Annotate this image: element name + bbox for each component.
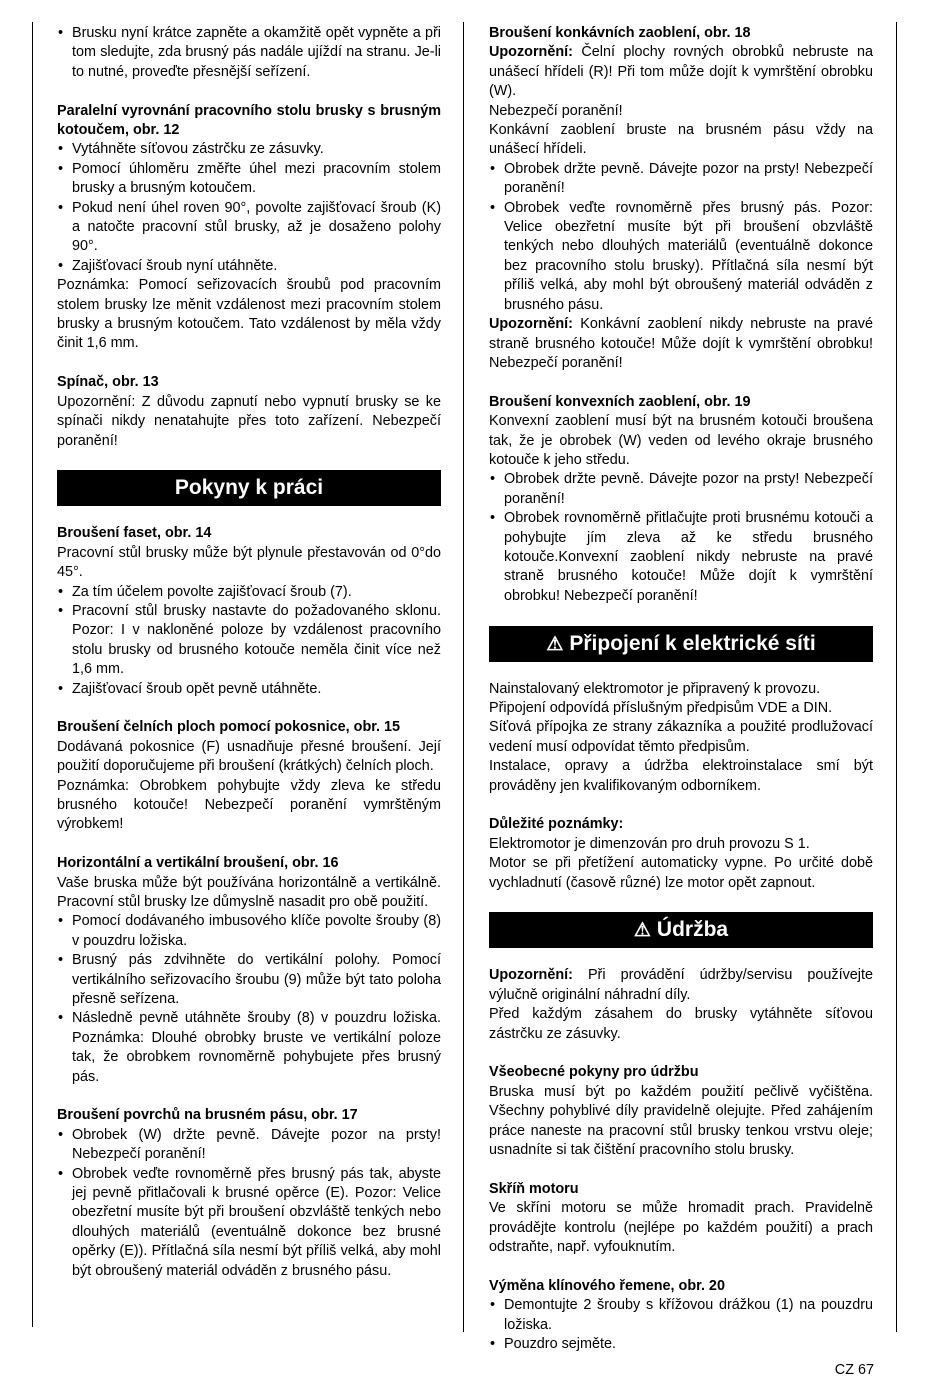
body-text: Pracovní stůl brusky může být plynule přestavován od 0°do 45°. — [57, 544, 441, 581]
body-text: Instalace, opravy a údržba elektroinstalace smí být prováděny jen kvalifikovaným odborníkem. — [489, 758, 873, 794]
note-text: Poznámka: Pomocí seřizovacích šroubů pod pracovním stolem brusky lze měnit vzdálenost mezi pracovním stolem brusky a brusným kotoučem. Tato vzdálenost by měla vždy činit 1,6 mm. — [57, 277, 441, 352]
banner-title: Pokyny k práci — [174, 476, 324, 500]
body-text: Konvexní zaoblení musí být na brusném kotouči broušena tak, že je obrobek (W) veden od levého okraje brusného kotouče k jeho středu. — [489, 413, 873, 468]
column-rule-left — [32, 22, 33, 1327]
warning-text — [489, 43, 873, 101]
list-item: • Zajišťovací šroub nyní utáhněte. — [57, 257, 441, 276]
column-rule-right — [896, 22, 897, 1332]
warning-text: Upozornění: Z důvodu zapnutí nebo vypnutí brusky se ke spínači nikdy nenatahujte přes toto zařízení. Nebezpečí poranění! — [57, 393, 441, 449]
section-fig17 — [57, 1106, 441, 1281]
section-heading: Výměna klínového řemene, obr. 20 — [489, 1277, 725, 1294]
section-fig13 — [57, 373, 441, 451]
section-heading: Paralelní vyrovnání pracovního stolu brusky s brusným kotoučem, obr. 12 — [57, 102, 441, 139]
list-item: • Obrobek (W) držte pevně. Dávejte pozor na prsty! Nebezpečí poranění! — [57, 1126, 441, 1165]
body-text: Motor se při přetížení automaticky vypne. Po určité době vychladnutí (časově různé) lze motor opět zapnout. — [489, 855, 873, 891]
section-fig12 — [57, 102, 441, 354]
danger-text: Nebezpečí poranění! — [489, 102, 623, 119]
list-item: • Následně pevně utáhněte šrouby (8) v pouzdru ložiska. Poznámka: Dlouhé obrobky bruste ve vertikální poloze tak, že obrobkem rovnoměrně pohybujete přes brusný pás. — [57, 1009, 441, 1087]
section-maintenance — [489, 966, 873, 1044]
section-fig15 — [57, 718, 441, 834]
section-heading: Broušení povrchů na brusném pásu, obr. 17 — [57, 1107, 358, 1124]
section-fig18 — [489, 24, 873, 373]
list-item: • Pomocí úhloměru změřte úhel mezi pracovním stolem brusky a brusným kotoučem. — [57, 160, 441, 199]
warning-icon: ⚠ — [546, 633, 564, 655]
section-heading: Broušení konvexních zaoblení, obr. 19 — [489, 393, 751, 410]
banner-title: Připojení k elektrické síti — [569, 631, 816, 655]
body-text: Bruska musí být po každém použití pečlivě vyčištěna. Všechny pohyblivé díly pravidelně olejujte. Před zahájením práce naneste na pracovní stůl brusky tenkou vrstvu oleje; usnadníte si tak čištění pracovního stolu brusky. — [489, 1083, 873, 1159]
banner-title: Údržba — [656, 918, 729, 942]
section-heading: Broušení čelních ploch pomocí pokosnice, obr. 15 — [57, 719, 401, 736]
section-motor-housing — [489, 1180, 873, 1258]
section-fig14 — [57, 524, 441, 699]
body-text: Elektromotor je dimenzován pro druh provozu S 1. — [489, 835, 810, 852]
intro-section — [57, 24, 441, 82]
warning-label: Upozornění: — [489, 316, 573, 333]
section-heading: Spínač, obr. 13 — [57, 374, 159, 391]
warning-icon: ⚠ — [633, 920, 651, 942]
list-item: • Obrobek veďte rovnoměrně přes brusný pás. Pozor: Velice obezřetní musíte být při broušení obzvláště tenkých nebo dlouhých materiálů (eventuálně dokonce bez pracovního stolu brusky). Přítlačná síla nesmí být příliš velká, aby mohl být obroušený materiál odváděn z brusného pásu. — [489, 199, 873, 315]
list-item: • Obrobek držte pevně. Dávejte pozor na prsty! Nebezpečí poranění! — [489, 470, 873, 509]
section-general-maintenance — [489, 1063, 873, 1160]
note-text: Poznámka: Obrobkem pohybujte vždy zleva ke středu brusného kotouče! Nebezpečí poranění vymrštěným výrobkem! — [57, 777, 441, 833]
warning-label: Upozornění: — [489, 967, 573, 984]
warning-body: Konkávní zaoblení nikdy nebruste na pravé straně brusného kotouče! Může dojít k vymrštění obrobku! Nebezpečí poranění! — [489, 316, 873, 371]
section-heading: Broušení konkávních zaoblení, obr. 18 — [489, 25, 751, 41]
body-text: Nainstalovaný elektromotor je připravený k provozu. — [489, 680, 821, 697]
section-fig16 — [57, 854, 441, 1087]
list-item: • Brusný pás zdvihněte do vertikální polohy. Pomocí vertikálního seřizovacího šroubu (9) může být tato poloha přesně seřízena. — [57, 951, 441, 1009]
warning-text — [489, 315, 873, 373]
column-rule-middle — [463, 22, 464, 1332]
list-item: • Pokud není úhel roven 90°, povolte zajišťovací šroub (K) a natočte pracovní stůl brusky, až je dosaženo polohy 90°. — [57, 199, 441, 257]
list-item: • Pouzdro sejměte. — [489, 1335, 873, 1354]
right-column — [489, 24, 873, 1374]
banner-maintenance — [489, 912, 873, 948]
list-item: • Obrobek veďte rovnoměrně přes brusný pás tak, abyste jej pevně přitlačovali k brusné opěrce (E). Pozor: Velice obezřetní musíte být při broušení obzvláště tenkých nebo dlouhých materiálů (eventuálně dokonce bez brusné opěrky (E)). Přítlačná síla nesmí být příliš velká, aby mohl být obroušený materiál odváděn z brusného pásu. — [57, 1165, 441, 1281]
section-heading: Horizontální a vertikální broušení, obr. 16 — [57, 855, 339, 872]
section-heading: Skříň motoru — [489, 1180, 579, 1197]
section-fig20 — [489, 1277, 873, 1355]
section-heading: Broušení faset, obr. 14 — [57, 525, 212, 542]
left-column — [57, 24, 441, 1300]
list-item: • Zajišťovací šroub opět pevně utáhněte. — [57, 680, 441, 699]
banner-electrical-connection — [489, 626, 873, 662]
list-item: • Pracovní stůl brusky nastavte do požadovaného sklonu. Pozor: I v nakloněné poloze by vzdálenost pracovního stolu brusky od brusného kotouče neměla činit více než 1,6 mm. — [57, 602, 441, 680]
list-item: • Obrobek držte pevně. Dávejte pozor na prsty! Nebezpečí poranění! — [489, 160, 873, 199]
list-item: • Za tím účelem povolte zajišťovací šroub (7). — [57, 583, 441, 602]
banner-work-instructions — [57, 470, 441, 506]
section-electrical — [489, 680, 873, 796]
section-fig19 — [489, 393, 873, 606]
body-text: Síťová přípojka ze strany zákazníka a použité prodlužovací vedení musí odpovídat těmto předpisům. — [489, 719, 873, 755]
body-text: Ve skříni motoru se může hromadit prach. Pravidelně provádějte kontrolu (nejlépe po každém použití) a prach odstraňte, např. vyfouknutím. — [489, 1200, 873, 1256]
section-heading: Všeobecné pokyny pro údržbu — [489, 1064, 699, 1081]
body-text: Konkávní zaoblení bruste na brusném pásu vždy na unášecí hřídeli. — [489, 122, 873, 158]
list-item: • Demontujte 2 šrouby s křížovou drážkou (1) na pouzdru ložiska. — [489, 1296, 873, 1335]
list-item: • Vytáhněte síťovou zástrčku ze zásuvky. — [57, 140, 441, 159]
body-text: Vaše bruska může být používána horizontálně a vertikálně. Pracovní stůl brusky lze důmyslně nasadit pro obě použití. — [57, 874, 441, 910]
section-important-notes — [489, 815, 873, 893]
section-heading: Důležité poznámky: — [489, 816, 624, 833]
warning-body: Čelní plochy rovných obrobků nebruste na unášecí hřídeli (R)! Při tom může dojít k vymrštění obrobku (W). — [489, 44, 873, 100]
warning-label: Upozornění: — [489, 44, 573, 61]
body-text: Dodávaná pokosnice (F) usnadňuje přesné broušení. Její použití doporučujeme při broušení (krátkých) čelních ploch. — [57, 738, 441, 775]
warning-body: Při provádění údržby/servisu používejte výlučně originální náhradní díly. — [489, 967, 873, 1003]
list-item: • Brusku nyní krátce zapněte a okamžitě opět vypněte a při tom sledujte, zda brusný pás nadále ujíždí na stranu. Je-li to nutné, proveďte přesnější seřízení. — [57, 24, 441, 82]
page-number: CZ 67 — [834, 1362, 874, 1378]
list-item: • Obrobek rovnoměrně přitlačujte proti brusnému kotouči a pohybujte jím zleva až ke středu brusného kotouče.Konvexní zaoblení nikdy nebruste na pravé straně brusného kotouče! Může dojít k vymrštění obrobku! Nebezpečí poranění! — [489, 509, 873, 606]
body-text: Před každým zásahem do brusky vytáhněte síťovou zástrčku ze zásuvky. — [489, 1006, 873, 1042]
body-text: Připojení odpovídá příslušným předpisům VDE a DIN. — [489, 699, 833, 716]
list-item: • Pomocí dodávaného imbusového klíče povolte šrouby (8) v pouzdru ložiska. — [57, 912, 441, 951]
warning-text — [489, 966, 873, 1005]
